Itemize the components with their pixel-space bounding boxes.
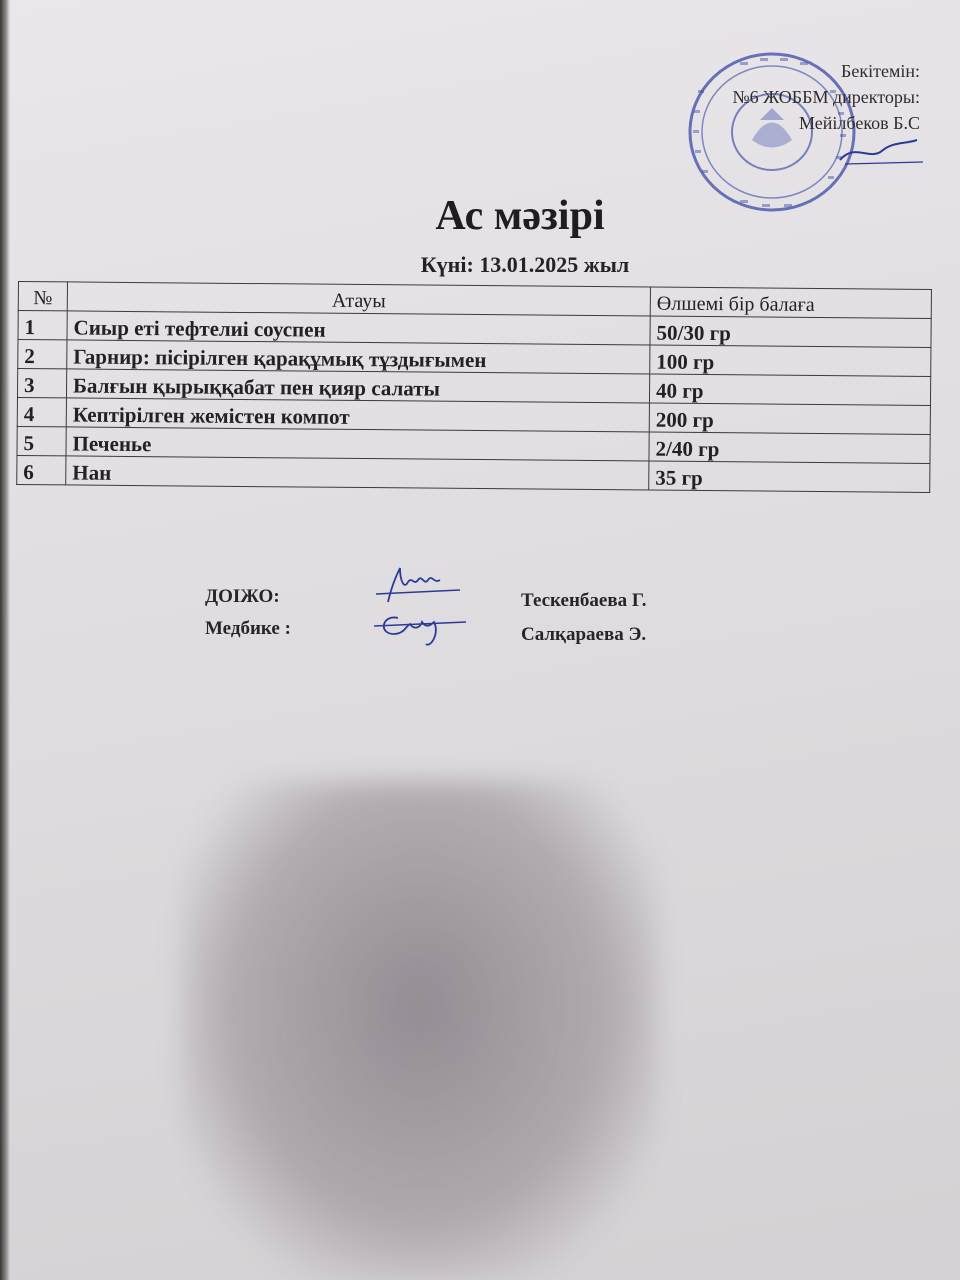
- signature-row: [205, 618, 725, 648]
- signature-block: [205, 586, 725, 656]
- row-portion: 200 гр: [649, 403, 930, 434]
- row-number: 3: [17, 369, 66, 398]
- approval-line-1: Бекітемін:: [841, 61, 920, 81]
- row-dish-name: Кептірілген жемістен компот: [66, 398, 649, 432]
- approval-block: [620, 58, 920, 136]
- header-size: Өлшемі бір балаға: [650, 287, 931, 318]
- row-portion: 40 гр: [649, 374, 930, 405]
- row-number: 6: [17, 455, 66, 484]
- row-dish-name: Печенье: [66, 427, 649, 461]
- menu-table: [16, 281, 932, 493]
- row-number: 2: [18, 340, 67, 369]
- row-number: 1: [18, 311, 67, 340]
- header-number: №: [18, 282, 67, 311]
- row-number: 4: [17, 397, 66, 426]
- header-name: Атауы: [67, 282, 650, 316]
- row-portion: 100 гр: [650, 345, 931, 376]
- row-portion: 35 гр: [649, 461, 930, 492]
- approval-line-2: №6 ЖОББМ директоры:: [732, 87, 920, 107]
- row-dish-name: Нан: [66, 456, 649, 490]
- page-title: Ас мәзірі: [435, 193, 605, 239]
- signature-role: ДОІЖО:: [205, 586, 280, 607]
- signature-name: Салқараева Э.: [521, 624, 647, 645]
- menu-date: Күні: 13.01.2025 жыл: [420, 252, 630, 277]
- row-dish-name: Гарнир: пісірілген қарақұмық тұздығымен: [67, 340, 650, 374]
- signature-role: Медбике :: [205, 618, 291, 639]
- director-signature-icon: [835, 132, 925, 172]
- approval-line-3: Мейілбеков Б.С: [799, 113, 920, 133]
- phone-shadow: [180, 780, 660, 1280]
- row-dish-name: Сиыр еті тефтелиі соуспен: [67, 311, 650, 345]
- handwritten-signature-icon: [370, 604, 470, 649]
- row-portion: 50/30 гр: [650, 316, 931, 347]
- row-number: 5: [17, 426, 66, 455]
- signature-name: Тескенбаева Г.: [521, 590, 647, 611]
- row-portion: 2/40 гр: [649, 432, 930, 463]
- row-dish-name: Балғын қырыққабат пен қияр салаты: [66, 369, 649, 403]
- handwritten-signature-icon: [370, 564, 470, 609]
